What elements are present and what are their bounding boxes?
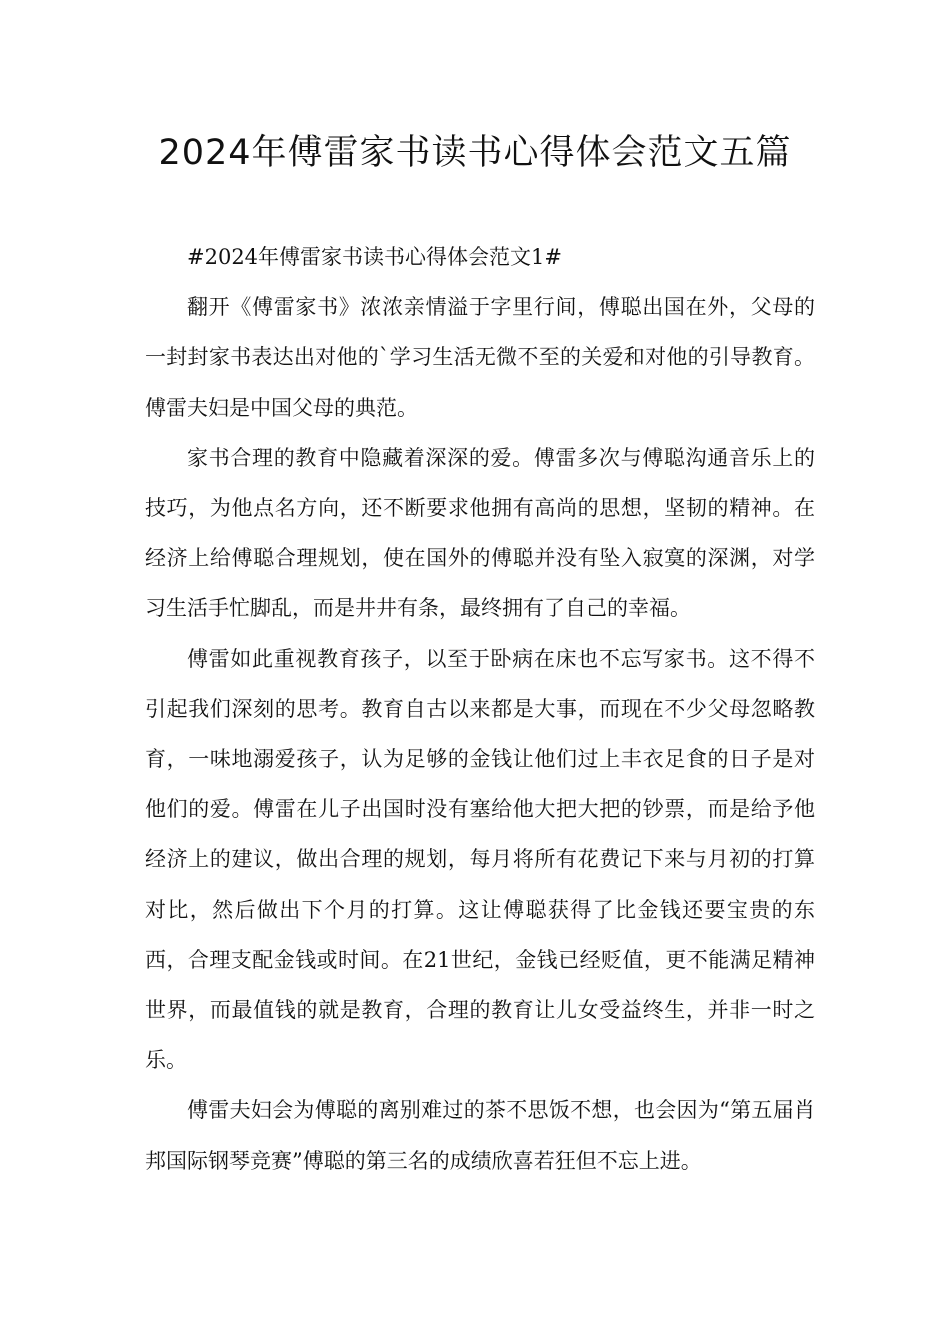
body-paragraph: 傅雷夫妇会为傅聪的离别难过的茶不思饭不想，也会因为“第五届肖邦国际钢琴竞赛”傅聪的第三名的成绩欣喜若狂但不忘上进。: [145, 1098, 815, 1173]
body-paragraph: 家书合理的教育中隐藏着深深的爱。傅雷多次与傅聪沟通音乐上的技巧，为他点名方向，还不断要求他拥有高尚的思想，坚韧的精神。在经济上给傅聪合理规划，使在国外的傅聪并没有坠入寂寞的深渊，对学习生活手忙脚乱，而是井井有条，最终拥有了自己的幸福。: [145, 445, 815, 621]
document-title: 2024年傅雷家书读书心得体会范文五篇: [158, 133, 792, 173]
document-body: [145, 232, 815, 1186]
section-heading: #2024年傅雷家书读书心得体会范文1#: [187, 245, 562, 269]
body-paragraph: 翻开《傅雷家书》浓浓亲情溢于字里行间，傅聪出国在外，父母的一封封家书表达出对他的`学习生活无微不至的关爱和对他的引导教育。傅雷夫妇是中国父母的典范。: [145, 295, 815, 420]
body-paragraph: 傅雷如此重视教育孩子，以至于卧病在床也不忘写家书。这不得不引起我们深刻的思考。教育自古以来都是大事，而现在不少父母忽略教育，一味地溺爱孩子，认为足够的金钱让他们过上丰衣足食的日子是对他们的爱。傅雷在儿子出国时没有塞给他大把大把的钞票，而是给予他经济上的建议，做出合理的规划，每月将所有花费记下来与月初的打算对比，然后做出下个月的打算。这让傅聪获得了比金钱还要宝贵的东西，合理支配金钱或时间。在21世纪，金钱已经贬值，更不能满足精神世界，而最值钱的就是教育，合理的教育让儿女受益终生，并非一时之乐。: [145, 646, 815, 1073]
